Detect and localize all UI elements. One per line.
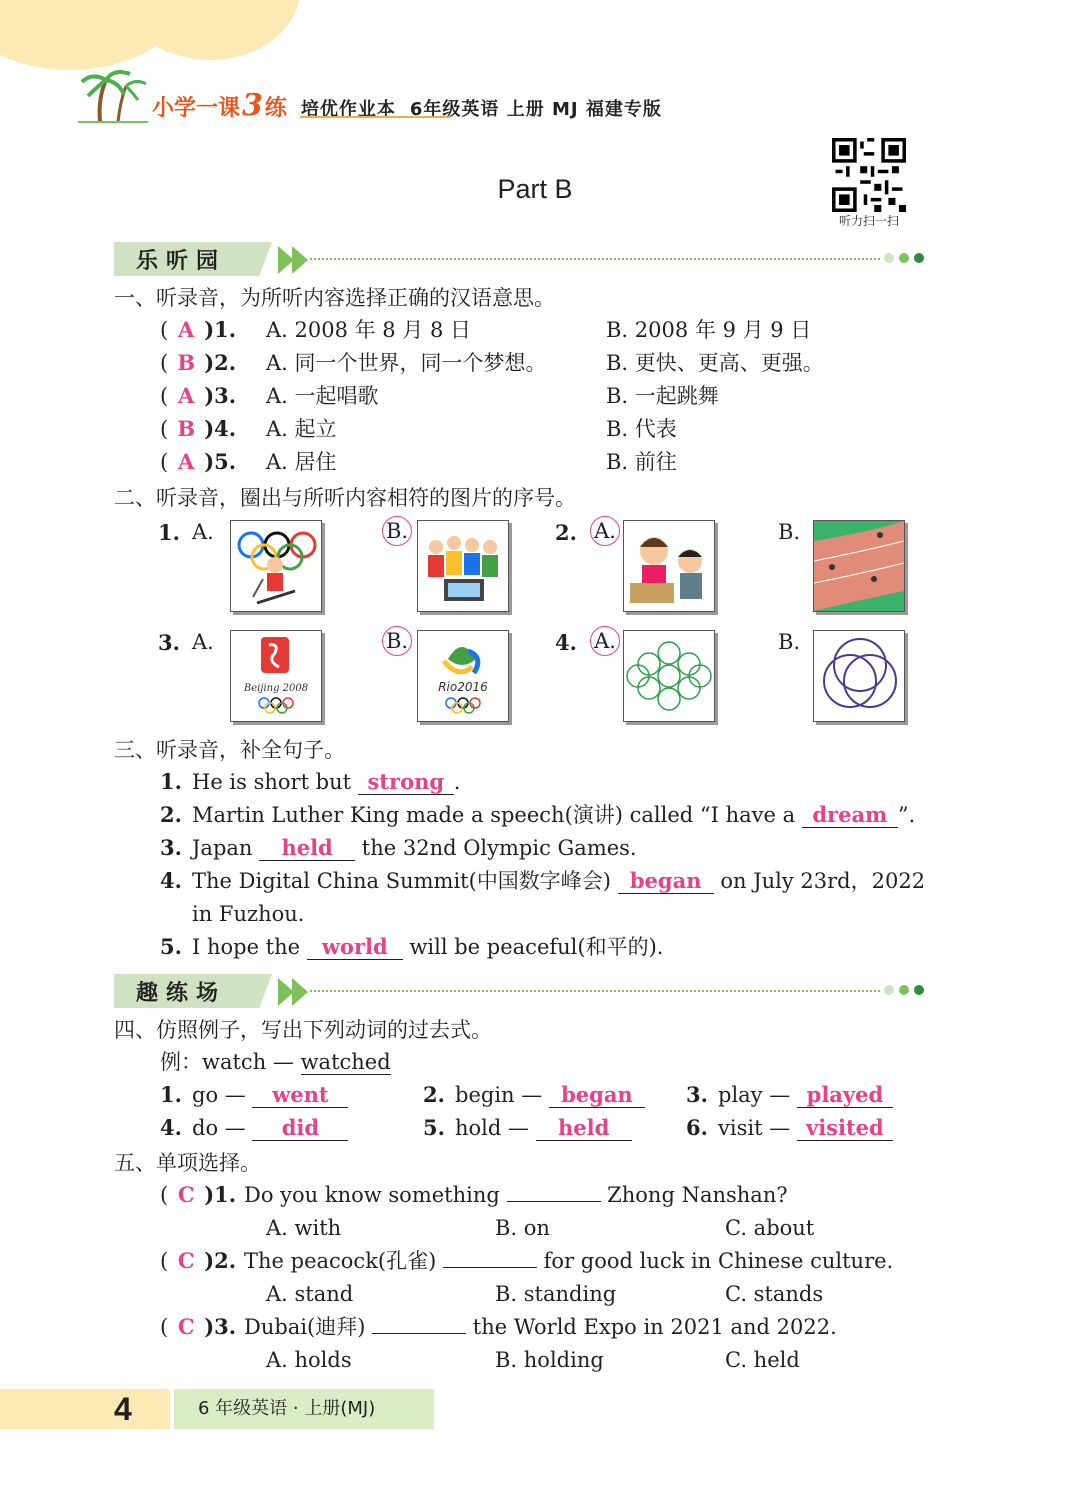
past-tense-answer: did — [252, 1116, 348, 1141]
fill-answer: strong — [358, 770, 454, 795]
mc-question — [160, 1180, 788, 1210]
past-tense-answer: went — [252, 1083, 348, 1108]
question-number: 5. — [160, 934, 182, 959]
option-a: A. 2008 年 8 月 8 日 — [266, 318, 472, 342]
beijing-2008-logo-image[interactable] — [230, 630, 322, 722]
skier-olympic-rings-image[interactable] — [230, 520, 322, 612]
page-title: Part B — [497, 174, 573, 204]
verb: play — — [718, 1083, 797, 1107]
sentence-row — [160, 767, 460, 797]
option-a: A. 起立 — [266, 417, 337, 441]
answer-paren: ( C )1. — [160, 1180, 244, 1210]
dot-icon — [884, 985, 894, 995]
option-a: A. holds — [266, 1348, 352, 1372]
selected-answer-circle: B. — [382, 516, 412, 546]
option-a: A. 同一个世界，同一个梦想。 — [266, 351, 547, 375]
example-label: 例：watch — — [160, 1050, 301, 1074]
past-tense-answer: visited — [797, 1116, 893, 1141]
sentence-row — [160, 866, 925, 896]
dot-icon — [899, 253, 909, 263]
circles-flower-pattern-image[interactable] — [623, 630, 715, 722]
choice-row — [160, 348, 824, 378]
running-track-image[interactable] — [813, 520, 905, 612]
selected-answer-circle: A. — [590, 626, 620, 656]
running-track-icon — [814, 521, 904, 611]
verb-item — [686, 1080, 893, 1110]
question-number: 1. — [158, 520, 180, 545]
brand-number: 3 — [242, 88, 263, 123]
choice-row — [160, 315, 812, 345]
verb-item — [160, 1113, 348, 1143]
verb-item — [423, 1080, 645, 1110]
section-2-title: 二、听录音，圈出与所听内容相符的图片的序号。 — [114, 486, 576, 510]
question-blank — [507, 1201, 601, 1202]
question-number: 4. — [555, 630, 577, 655]
option-c: C. held — [725, 1348, 800, 1372]
option-b: B. 2008 年 9 月 9 日 — [606, 318, 812, 342]
question-number: 1. — [160, 1082, 182, 1107]
sentence-text: will be peaceful(和平的). — [402, 935, 664, 959]
qr-label: 听力扫一扫 — [838, 214, 899, 228]
option-b: B. 前往 — [606, 450, 677, 474]
selected-answer-circle: A. — [590, 516, 620, 546]
footer-label: 6 年级英语 · 上册(MJ) — [174, 1389, 434, 1429]
sentence-row — [160, 899, 304, 929]
option-b: B. 代表 — [606, 417, 677, 441]
verb: go — — [192, 1083, 253, 1107]
section-1-title: 一、听录音，为所听内容选择正确的汉语意思。 — [114, 286, 555, 310]
sentence-text: . — [453, 770, 461, 794]
option-b: B. 更快、更高、更强。 — [606, 351, 824, 375]
arrow-icon — [292, 978, 308, 1006]
section-3-title: 三、听录音，补全句子。 — [114, 738, 345, 762]
example-line — [160, 1047, 391, 1077]
book-title: 培优作业本 — [300, 99, 396, 120]
brand-suffix: 练 — [264, 96, 287, 121]
option-a: A. with — [266, 1216, 342, 1240]
answer-letter: B — [177, 350, 196, 375]
option-b: B. on — [495, 1216, 550, 1240]
sentence-row — [160, 800, 915, 830]
question-number: )4. — [204, 416, 237, 441]
question-number: )5. — [204, 449, 237, 474]
option-a: A. 居住 — [266, 450, 337, 474]
verb: hold — — [455, 1116, 536, 1140]
option-a: A. stand — [266, 1282, 354, 1306]
dot-icon — [899, 985, 909, 995]
choice-row — [160, 381, 719, 411]
sentence-text: I hope the — [192, 935, 307, 959]
sentence-text: He is short but — [192, 770, 358, 794]
dot-icon — [914, 985, 924, 995]
question-number: 4. — [160, 868, 182, 893]
question-blank — [372, 1333, 466, 1334]
question-number: 2. — [423, 1082, 445, 1107]
choice-row — [160, 414, 677, 444]
question-text: for good luck in Chinese culture. — [536, 1249, 894, 1273]
qr-code[interactable] — [832, 138, 906, 212]
option-a-label: A. — [192, 630, 214, 654]
sentence-row — [160, 932, 663, 962]
answer-paren: ( B )2. — [160, 348, 244, 378]
option-b: B. standing — [495, 1282, 617, 1306]
book-header — [152, 88, 662, 123]
mc-question — [160, 1312, 837, 1342]
section-5-title: 五、单项选择。 — [114, 1151, 261, 1175]
qr-code-icon — [832, 138, 906, 212]
beijing-logo-text: Beijing 2008 — [243, 683, 309, 694]
olympic-rings-icon — [231, 521, 321, 611]
question-number: )3. — [204, 1314, 237, 1339]
dot-icon — [884, 253, 894, 263]
answer-paren: ( A )5. — [160, 447, 244, 477]
overlapping-circles-image[interactable] — [813, 630, 905, 722]
brand-name: 小学一课 — [152, 96, 241, 121]
question-text: the World Expo in 2021 and 2022. — [466, 1315, 837, 1339]
question-number: )3. — [204, 383, 237, 408]
header-underline — [300, 116, 450, 118]
rio-2016-logo-image[interactable] — [417, 630, 509, 722]
dotted-divider — [310, 990, 880, 992]
option-a-label — [590, 626, 620, 656]
question-text: Do you know something — [244, 1183, 507, 1207]
answer-letter: A — [178, 317, 195, 342]
overlapping-circles-icon — [814, 631, 904, 721]
question-blank — [443, 1267, 537, 1268]
option-b-label — [382, 516, 412, 546]
question-number: 2. — [160, 802, 182, 827]
option-b-label: B. — [778, 520, 801, 544]
sentence-text: Martin Luther King made a speech(演讲) called “I have a — [192, 803, 802, 827]
sentence-text: The Digital China Summit(中国数字峰会) — [192, 869, 618, 893]
book-meta: 6年级英语 上册 MJ 福建专版 — [409, 99, 662, 120]
beijing-2008-emblem-icon — [231, 631, 321, 721]
question-number: 6. — [686, 1115, 708, 1140]
verb: begin — — [455, 1083, 549, 1107]
past-tense-answer: played — [797, 1083, 893, 1108]
answer-letter: A — [178, 383, 195, 408]
verb: visit — — [718, 1116, 797, 1140]
question-number: 3. — [686, 1082, 708, 1107]
question-number: )2. — [204, 1248, 237, 1273]
option-b: B. holding — [495, 1348, 604, 1372]
answer-letter: B — [177, 416, 196, 441]
sentence-text: Japan — [192, 836, 260, 860]
question-number: 3. — [158, 630, 180, 655]
verb-item — [686, 1113, 893, 1143]
verb-item — [423, 1113, 632, 1143]
question-number: )1. — [204, 317, 237, 342]
rio-2016-emblem-icon — [418, 631, 508, 721]
section-banner-listen — [114, 242, 934, 276]
option-a: A. 一起唱歌 — [266, 384, 379, 408]
mc-question — [160, 1246, 893, 1276]
arrow-icon — [292, 246, 308, 274]
answer-paren: ( A )1. — [160, 315, 244, 345]
selected-answer-circle: B. — [382, 626, 412, 656]
circles-pattern-icon — [624, 631, 714, 721]
option-a-label: A. — [192, 520, 214, 544]
dot-icon — [914, 253, 924, 263]
fill-answer: world — [307, 935, 403, 960]
option-b: B. 一起跳舞 — [606, 384, 719, 408]
answer-paren: ( C )3. — [160, 1312, 244, 1342]
palm-tree-icon — [78, 68, 148, 124]
answer-paren: ( C )2. — [160, 1246, 244, 1276]
question-text: Dubai(迪拜) — [244, 1315, 373, 1339]
sentence-text: in Fuzhou. — [192, 902, 305, 926]
banner-title: 乐听园 — [136, 249, 227, 274]
verb: do — — [192, 1116, 253, 1140]
question-number: )1. — [204, 1182, 237, 1207]
watching-tv-icon — [418, 521, 508, 611]
choice-row — [160, 447, 677, 477]
option-a-label — [590, 516, 620, 546]
past-tense-answer: held — [536, 1116, 632, 1141]
option-c: C. about — [725, 1216, 815, 1240]
verb-item — [160, 1080, 348, 1110]
rio-logo-text: Rio2016 — [438, 680, 488, 694]
section-banner-practice — [114, 974, 934, 1008]
question-number: 3. — [160, 835, 182, 860]
answer-paren: ( A )3. — [160, 381, 244, 411]
fill-answer: began — [618, 869, 714, 894]
answer-letter: C — [177, 1182, 195, 1207]
banner-title: 趣练场 — [136, 981, 227, 1006]
dotted-divider — [310, 258, 880, 260]
answer-paren: ( B )4. — [160, 414, 244, 444]
section-4-title: 四、仿照例子，写出下列动词的过去式。 — [114, 1018, 492, 1042]
past-tense-answer: began — [549, 1083, 645, 1108]
page-number: 4 — [0, 1389, 170, 1429]
children-greeting-image[interactable] — [623, 520, 715, 612]
answer-letter: C — [177, 1314, 195, 1339]
sentence-text: ”. — [897, 803, 916, 827]
option-c: C. stands — [725, 1282, 824, 1306]
question-number: )2. — [204, 350, 237, 375]
question-text: The peacock(孔雀) — [244, 1249, 443, 1273]
fill-answer: held — [259, 836, 355, 861]
answer-letter: C — [177, 1248, 195, 1273]
sentence-row — [160, 833, 637, 863]
option-b-label: B. — [778, 630, 801, 654]
question-number: 5. — [423, 1115, 445, 1140]
sentence-text: on July 23rd，2022 — [713, 869, 926, 893]
example-answer: watched — [300, 1050, 391, 1074]
question-number: 4. — [160, 1115, 182, 1140]
question-text: Zhong Nanshan? — [600, 1183, 788, 1207]
question-number: 2. — [555, 520, 577, 545]
sentence-text: the 32nd Olympic Games. — [355, 836, 637, 860]
answer-letter: A — [178, 449, 195, 474]
children-icon — [624, 521, 714, 611]
fill-answer: dream — [802, 803, 898, 828]
option-b-label — [382, 626, 412, 656]
question-number: 1. — [160, 769, 182, 794]
people-watching-tv-image[interactable] — [417, 520, 509, 612]
